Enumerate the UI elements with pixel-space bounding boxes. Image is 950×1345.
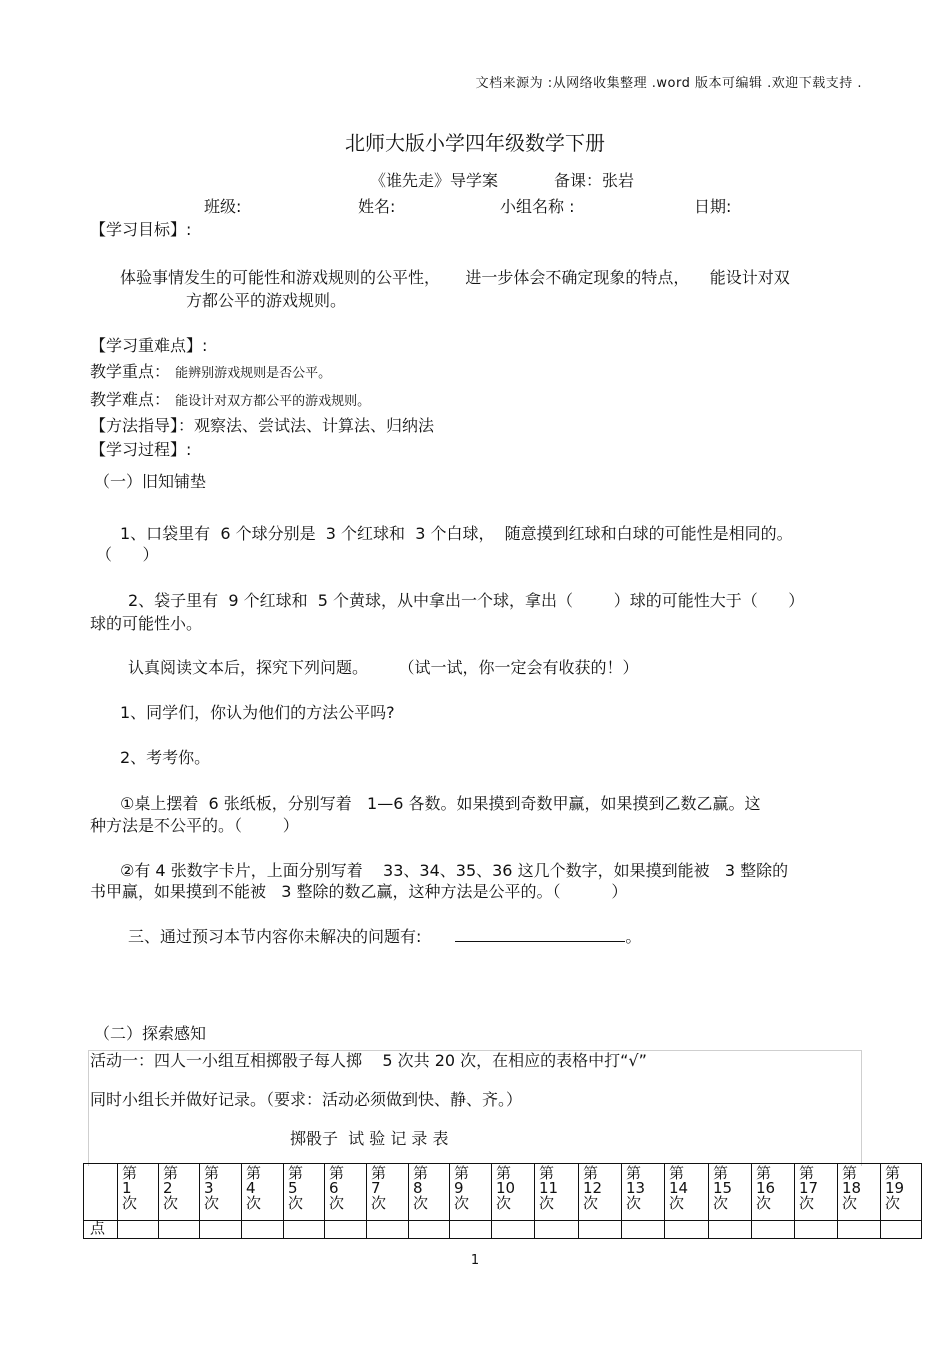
trial-header-cell bbox=[795, 1164, 838, 1221]
difficulty-text: 能设计对双方都公平的游戏规则。 bbox=[175, 394, 371, 409]
goals-line-1: 体验事情发生的可能性和游戏规则的公平性， 进一步体会不确定现象的特点， 能设计对双 bbox=[120, 268, 790, 287]
trial-header-cell bbox=[200, 1164, 242, 1221]
prep-teacher: 备课：张岩 bbox=[554, 171, 635, 190]
question-2-line-2: 球的可能性小。 bbox=[90, 614, 203, 633]
trial-header-cell bbox=[579, 1164, 622, 1221]
trial-header-text: 12 bbox=[583, 1179, 603, 1197]
trial-header-text: 5 bbox=[288, 1179, 298, 1197]
trial-header-text: 17 bbox=[799, 1179, 819, 1197]
trial-header-text: 第 bbox=[669, 1164, 685, 1182]
trial-header-cell bbox=[159, 1164, 200, 1221]
trial-record-cell[interactable] bbox=[450, 1221, 492, 1239]
trial-header-cell bbox=[492, 1164, 535, 1221]
trial-header-text: 第 bbox=[539, 1164, 555, 1182]
trial-header-text: 第 bbox=[329, 1164, 345, 1182]
trial-header-text: 13 bbox=[626, 1179, 646, 1197]
trial-header-text: 次 bbox=[163, 1194, 179, 1212]
trial-header-text: 第 bbox=[122, 1164, 138, 1182]
trial-header-cell bbox=[709, 1164, 752, 1221]
goals-heading: 【学习目标】: bbox=[90, 220, 192, 239]
trial-header-text: 第 bbox=[885, 1164, 901, 1182]
trial-header-text: 第 bbox=[246, 1164, 262, 1182]
trial-record-cell[interactable] bbox=[795, 1221, 838, 1239]
trial-record-cell[interactable] bbox=[242, 1221, 284, 1239]
date-label: 日期: bbox=[694, 197, 732, 216]
trial-record-cell[interactable] bbox=[325, 1221, 367, 1239]
trial-header-text: 1 bbox=[122, 1179, 132, 1197]
trial-header-text: 第 bbox=[756, 1164, 772, 1182]
question-1-line-2: （ ） bbox=[96, 545, 159, 564]
question-5 bbox=[128, 924, 641, 947]
trial-header-cell bbox=[838, 1164, 881, 1221]
trial-header-cell bbox=[242, 1164, 284, 1221]
table-title: 掷骰子 试 验 记 录 表 bbox=[290, 1129, 449, 1148]
section2-heading: （二）探索感知 bbox=[94, 1024, 207, 1043]
trial-header-text: 次 bbox=[669, 1194, 685, 1212]
page-number: 1 bbox=[470, 1253, 480, 1268]
difficulty-label: 教学难点： bbox=[90, 390, 171, 409]
trial-header-text: 次 bbox=[454, 1194, 470, 1212]
activity-line-2: 同时小组长并做好记录。（要求：活动必须做到快、静、齐。） bbox=[90, 1090, 523, 1109]
row-label: 点 bbox=[90, 1219, 106, 1237]
trial-header-text: 第 bbox=[163, 1164, 179, 1182]
trial-header-text: 3 bbox=[204, 1179, 214, 1197]
table-row bbox=[84, 1221, 922, 1239]
section1-heading: （一）旧知铺垫 bbox=[94, 472, 207, 491]
trial-record-cell[interactable] bbox=[752, 1221, 795, 1239]
trial-header-text: 14 bbox=[669, 1179, 689, 1197]
trial-header-text: 次 bbox=[713, 1194, 729, 1212]
table-header-row bbox=[84, 1164, 922, 1221]
activity-line-1: 活动一：四人一小组互相掷骰子每人掷 5 次共 20 次，在相应的表格中打“√” bbox=[90, 1051, 647, 1070]
question-1-line-1: 1、口袋里有 6 个球分别是 3 个红球和 3 个白球， 随意摸到红球和白球的可能性是相同的。 bbox=[120, 524, 793, 543]
trial-header-cell bbox=[118, 1164, 159, 1221]
trial-header-text: 次 bbox=[799, 1194, 815, 1212]
trial-header-text: 次 bbox=[288, 1194, 304, 1212]
question-5-end: 。 bbox=[625, 927, 642, 946]
question-4: 2、考考你。 bbox=[120, 748, 211, 767]
trial-header-text: 次 bbox=[371, 1194, 387, 1212]
trial-header-text: 6 bbox=[329, 1179, 339, 1197]
group-label: 小组名称 : bbox=[500, 197, 575, 216]
trial-header-text: 次 bbox=[539, 1194, 555, 1212]
method-guide: 【方法指导】：观察法、尝试法、计算法、归纳法 bbox=[90, 416, 435, 435]
name-label: 姓名: bbox=[358, 197, 396, 216]
trial-header-text: 16 bbox=[756, 1179, 776, 1197]
difficulty-row bbox=[90, 387, 370, 410]
trial-record-cell[interactable] bbox=[409, 1221, 450, 1239]
question-4b-line-2: 书甲赢，如果摸到不能被 3 整除的数乙赢，这种方法是公平的。（ ） bbox=[90, 882, 628, 901]
question-4b-line-1: ②有 4 张数字卡片，上面分别写着 33、34、35、36 这几个数字，如果摸到能被 3 整除的 bbox=[120, 861, 789, 880]
trial-header-text: 15 bbox=[713, 1179, 733, 1197]
trial-header-text: 2 bbox=[163, 1179, 173, 1197]
question-4a-line-2: 种方法是不公平的。（ ） bbox=[90, 816, 299, 835]
trial-header-text: 第 bbox=[626, 1164, 642, 1182]
trial-header-text: 19 bbox=[885, 1179, 905, 1197]
trial-record-cell[interactable] bbox=[284, 1221, 325, 1239]
trial-header-text: 次 bbox=[842, 1194, 858, 1212]
question-3: 1、同学们，你认为他们的方法公平吗? bbox=[120, 703, 395, 722]
trial-header-text: 次 bbox=[329, 1194, 345, 1212]
trial-header-text: 第 bbox=[713, 1164, 729, 1182]
trial-header-text: 次 bbox=[413, 1194, 429, 1212]
lesson-name: 《谁先走》导学案 bbox=[370, 171, 499, 190]
trial-header-text: 8 bbox=[413, 1179, 423, 1197]
trial-header-text: 第 bbox=[371, 1164, 387, 1182]
trial-header-text: 次 bbox=[756, 1194, 772, 1212]
trial-header-text: 次 bbox=[626, 1194, 642, 1212]
trial-header-cell bbox=[622, 1164, 665, 1221]
focus-text: 能辨别游戏规则是否公平。 bbox=[175, 366, 332, 381]
focus-label: 教学重点： bbox=[90, 362, 171, 381]
trial-record-cell[interactable] bbox=[367, 1221, 409, 1239]
trial-header-cell bbox=[450, 1164, 492, 1221]
trial-record-cell[interactable] bbox=[579, 1221, 622, 1239]
trial-header-text: 第 bbox=[842, 1164, 858, 1182]
lesson-subtitle bbox=[370, 168, 634, 191]
trial-header-text: 第 bbox=[496, 1164, 512, 1182]
trial-header-text: 11 bbox=[539, 1179, 559, 1197]
trial-header-text: 次 bbox=[204, 1194, 220, 1212]
read-prompt: 认真阅读文本后，探究下列问题。 （试一试，你一定会有收获的！） bbox=[128, 658, 639, 677]
trial-header-cell bbox=[535, 1164, 579, 1221]
trial-header-cell bbox=[665, 1164, 709, 1221]
process-heading: 【学习过程】: bbox=[90, 440, 192, 459]
trial-record-cell[interactable] bbox=[665, 1221, 709, 1239]
trial-header-text: 第 bbox=[413, 1164, 429, 1182]
trial-record-cell[interactable] bbox=[881, 1221, 922, 1239]
answer-blank[interactable] bbox=[455, 927, 625, 942]
table-corner-cell bbox=[84, 1164, 118, 1221]
trial-header-text: 次 bbox=[583, 1194, 599, 1212]
class-label: 班级: bbox=[204, 197, 242, 216]
question-4a-line-1: ①桌上摆着 6 张纸板，分别写着 1—6 各数。如果摸到奇数甲赢，如果摸到乙数乙赢。这 bbox=[120, 794, 761, 813]
row-label-cell bbox=[84, 1221, 118, 1239]
key-points-heading: 【学习重难点】: bbox=[90, 336, 208, 355]
trial-header-text: 9 bbox=[454, 1179, 464, 1197]
question-5-text: 三、通过预习本节内容你未解决的问题有: bbox=[128, 927, 422, 946]
trial-record-cell[interactable] bbox=[159, 1221, 200, 1239]
trial-record-cell[interactable] bbox=[709, 1221, 752, 1239]
trial-header-cell bbox=[325, 1164, 367, 1221]
trial-header-text: 次 bbox=[122, 1194, 138, 1212]
goals-line-2: 方都公平的游戏规则。 bbox=[186, 291, 347, 310]
trial-header-cell bbox=[881, 1164, 922, 1221]
trial-header-text: 7 bbox=[371, 1179, 381, 1197]
trial-header-text: 第 bbox=[583, 1164, 599, 1182]
focus-row bbox=[90, 359, 331, 382]
trial-header-text: 第 bbox=[454, 1164, 470, 1182]
dice-record-table bbox=[83, 1163, 922, 1239]
trial-header-cell bbox=[284, 1164, 325, 1221]
trial-header-text: 18 bbox=[842, 1179, 862, 1197]
trial-header-text: 次 bbox=[885, 1194, 901, 1212]
trial-header-text: 第 bbox=[799, 1164, 815, 1182]
question-2-line-1: 2、袋子里有 9 个红球和 5 个黄球，从中拿出一个球，拿出（ ）球的可能性大于（ ） bbox=[128, 591, 805, 610]
trial-header-text: 第 bbox=[288, 1164, 304, 1182]
trial-record-cell[interactable] bbox=[492, 1221, 535, 1239]
trial-header-cell bbox=[752, 1164, 795, 1221]
page-title: 北师大版小学四年级数学下册 bbox=[345, 131, 605, 155]
trial-header-cell bbox=[409, 1164, 450, 1221]
trial-header-text: 第 bbox=[204, 1164, 220, 1182]
trial-header-cell bbox=[367, 1164, 409, 1221]
trial-record-cell[interactable] bbox=[838, 1221, 881, 1239]
trial-header-text: 4 bbox=[246, 1179, 256, 1197]
trial-record-cell[interactable] bbox=[622, 1221, 665, 1239]
header-note: 文档来源为 :从网络收集整理 .word 版本可编辑 .欢迎下载支持 . bbox=[475, 76, 862, 91]
trial-record-cell[interactable] bbox=[200, 1221, 242, 1239]
trial-header-text: 次 bbox=[246, 1194, 262, 1212]
trial-record-cell[interactable] bbox=[535, 1221, 579, 1239]
trial-header-text: 次 bbox=[496, 1194, 512, 1212]
trial-record-cell[interactable] bbox=[118, 1221, 159, 1239]
trial-header-text: 10 bbox=[496, 1179, 516, 1197]
